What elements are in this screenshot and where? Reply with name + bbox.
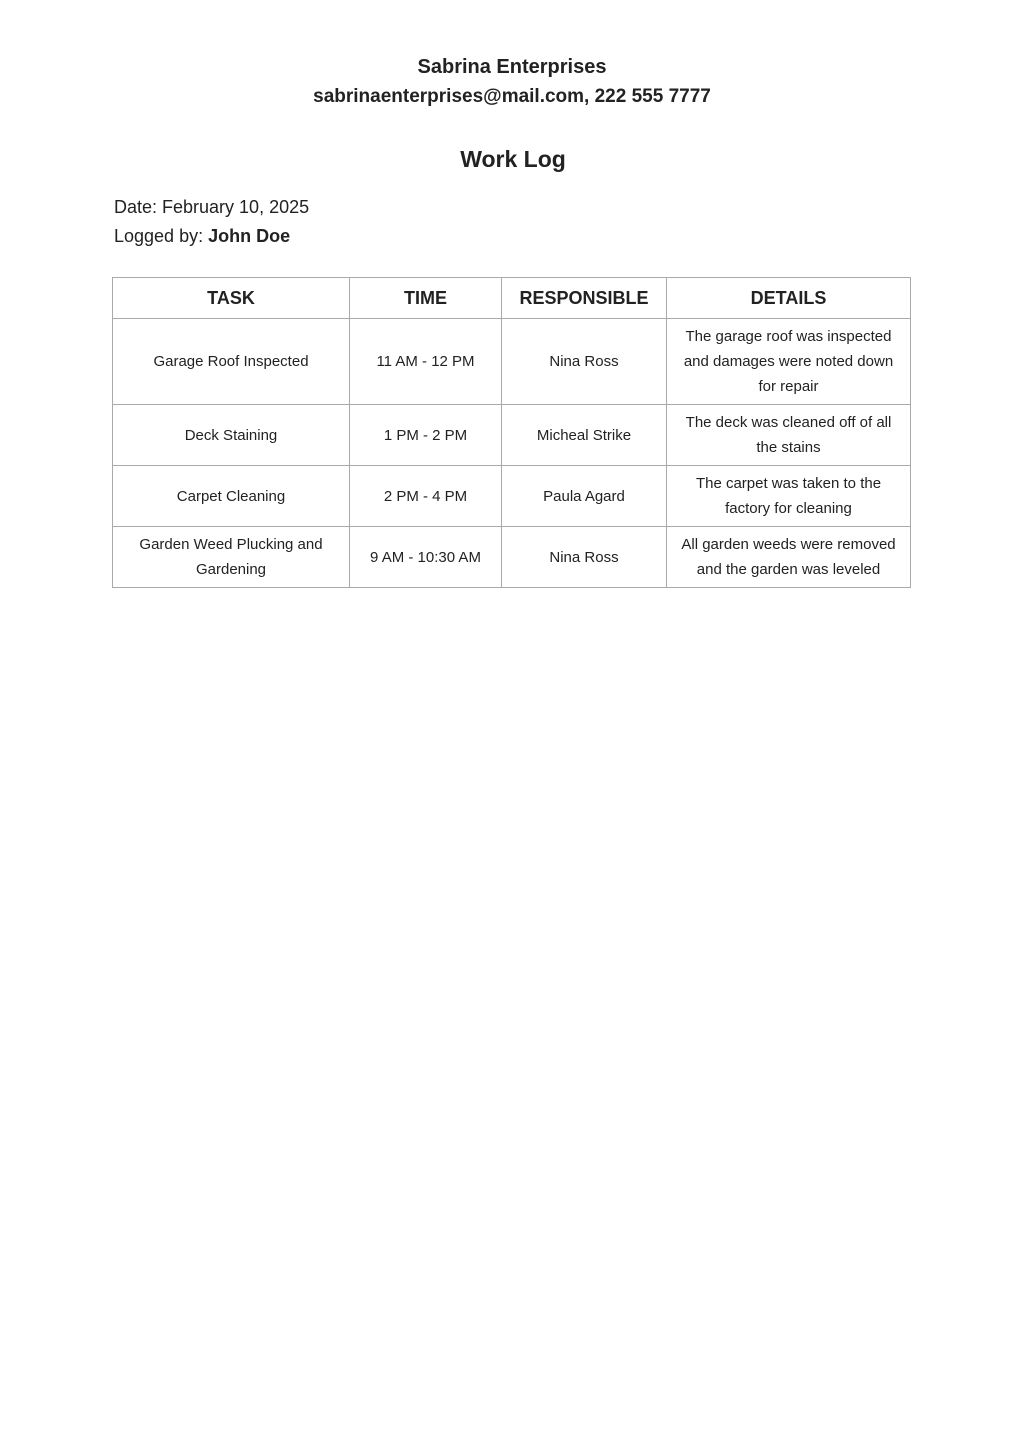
details-cell: All garden weeds were removed and the garden was leveled (667, 527, 911, 588)
table-row (113, 319, 911, 405)
work-log-table (112, 277, 911, 588)
table-row (113, 466, 911, 527)
details-cell: The deck was cleaned off of all the stains (667, 405, 911, 466)
document-title: Work Log (460, 146, 566, 172)
header-time: TIME (350, 278, 502, 319)
task-cell: Garden Weed Plucking and Gardening (113, 527, 350, 588)
logged-by-name: John Doe (208, 226, 291, 246)
task-cell: Deck Staining (113, 405, 350, 466)
table-row (113, 405, 911, 466)
task-cell: Carpet Cleaning (113, 466, 350, 527)
details-cell: The garage roof was inspected and damages were noted down for repair (667, 319, 911, 405)
company-contact: sabrinaenterprises@mail.com, 222 555 7777 (313, 86, 711, 107)
responsible-cell: Paula Agard (502, 466, 667, 527)
header-details: DETAILS (667, 278, 911, 319)
logged-by-label: Logged by: (114, 226, 209, 246)
time-cell: 9 AM - 10:30 AM (350, 527, 502, 588)
logged-by (114, 224, 290, 248)
details-cell: The carpet was taken to the factory for cleaning (667, 466, 911, 527)
header-task: TASK (113, 278, 350, 319)
log-date: Date: February 10, 2025 (114, 197, 310, 217)
time-cell: 2 PM - 4 PM (350, 466, 502, 527)
time-cell: 1 PM - 2 PM (350, 405, 502, 466)
task-cell: Garage Roof Inspected (113, 319, 350, 405)
table-row (113, 527, 911, 588)
responsible-cell: Nina Ross (502, 527, 667, 588)
responsible-cell: Micheal Strike (502, 405, 667, 466)
time-cell: 11 AM - 12 PM (350, 319, 502, 405)
header-responsible: RESPONSIBLE (502, 278, 667, 319)
table-header-row (113, 278, 911, 319)
company-name: Sabrina Enterprises (417, 56, 607, 78)
responsible-cell: Nina Ross (502, 319, 667, 405)
